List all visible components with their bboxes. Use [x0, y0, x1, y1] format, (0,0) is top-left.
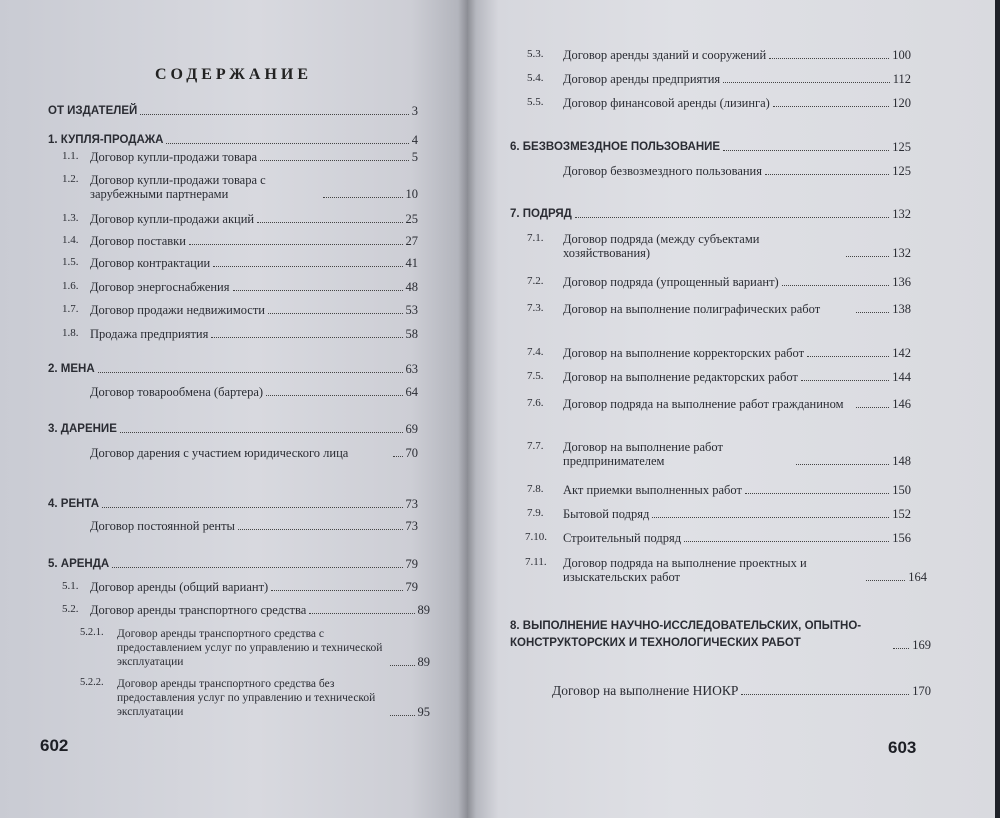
entry-label: Продажа предприятия — [90, 327, 209, 341]
section-page: 69 — [405, 422, 418, 436]
entry-number: 1.4. — [62, 234, 79, 246]
entry-label: Договор контрактации — [90, 256, 211, 270]
entry-label: Договор аренды (общий вариант) — [90, 580, 269, 594]
toc-entry[interactable] — [563, 302, 911, 316]
dot-leader — [120, 432, 403, 433]
section-label: 6. БЕЗВОЗМЕЗДНОЕ ПОЛЬЗОВАНИЕ — [510, 141, 721, 153]
entry-page: 164 — [908, 570, 927, 584]
section-page: 125 — [892, 140, 911, 154]
right-page — [467, 0, 995, 818]
toc-section[interactable] — [48, 497, 418, 511]
toc-section[interactable] — [510, 140, 911, 154]
dot-leader — [98, 372, 403, 373]
dot-leader — [807, 356, 889, 357]
toc-section[interactable] — [510, 207, 911, 221]
book-spine-shadow — [458, 0, 476, 818]
entry-page: 125 — [892, 164, 911, 178]
dot-leader — [741, 694, 909, 695]
toc-entry[interactable] — [90, 327, 418, 341]
left-page — [0, 0, 467, 818]
dot-leader — [856, 407, 889, 408]
toc-entry[interactable] — [90, 385, 418, 399]
page-number-left: 602 — [40, 736, 69, 755]
dot-leader — [893, 648, 909, 649]
toc-entry[interactable] — [563, 370, 911, 384]
entry-page: 79 — [405, 580, 418, 594]
section-page: 132 — [892, 207, 911, 221]
dot-leader — [213, 266, 402, 267]
entry-page: 53 — [405, 303, 418, 317]
entry-number: 7.9. — [527, 507, 544, 519]
entry-number: 7.8. — [527, 483, 544, 495]
dot-leader — [309, 613, 414, 614]
toc-entry[interactable] — [563, 48, 911, 62]
entry-page: 100 — [892, 48, 911, 62]
toc-section[interactable] — [510, 618, 931, 652]
entry-page: 27 — [405, 234, 418, 248]
toc-entry[interactable] — [563, 440, 911, 468]
entry-label: Договор на выполнение НИОКР — [552, 683, 739, 698]
toc-entry[interactable] — [90, 580, 418, 594]
dot-leader — [166, 143, 408, 144]
entry-page: 142 — [892, 346, 911, 360]
toc-section[interactable] — [48, 557, 418, 571]
entry-page: 89 — [417, 655, 430, 669]
toc-title: СОДЕРЖАНИЕ — [154, 66, 313, 83]
toc-entry[interactable] — [563, 507, 911, 521]
entry-page: 138 — [892, 302, 911, 316]
entry-page: 156 — [892, 531, 911, 545]
section-page: 63 — [405, 362, 418, 376]
entry-label: Договор на выполнение полиграфических работ — [563, 302, 821, 316]
toc-entry[interactable] — [563, 556, 927, 584]
dot-leader — [238, 529, 403, 530]
section-page: 73 — [405, 497, 418, 511]
dot-leader — [112, 567, 402, 568]
toc-entry[interactable] — [563, 275, 911, 289]
entry-label: Договор дарения с участием юридического лица — [90, 446, 349, 460]
toc-entry[interactable] — [90, 280, 418, 294]
entry-label: Договор подряда (между субъектами хозяйствования) — [563, 232, 760, 260]
entry-number: 1.2. — [62, 173, 79, 185]
dot-leader — [684, 541, 889, 542]
section-page: 169 — [912, 638, 931, 652]
entry-number: 7.5. — [527, 370, 544, 382]
entry-label: Строительный подряд — [563, 531, 682, 545]
toc-entry[interactable] — [48, 104, 418, 118]
entry-page: 73 — [405, 519, 418, 533]
entry-label: Договор подряда на выполнение проектных и изыскательских работ — [563, 556, 807, 584]
entry-page: 120 — [892, 96, 911, 110]
entry-number: 7.7. — [527, 440, 544, 452]
entry-label: Договор продажи недвижимости — [90, 303, 265, 317]
toc-entry[interactable] — [563, 72, 911, 86]
entry-page: 64 — [405, 385, 418, 399]
toc-entry[interactable] — [90, 212, 418, 226]
dot-leader — [769, 58, 889, 59]
entry-page: 136 — [892, 275, 911, 289]
dot-leader — [189, 244, 403, 245]
entry-number: 1.3. — [62, 212, 79, 224]
section-label: 5. АРЕНДА — [48, 558, 110, 570]
entry-page: 148 — [892, 454, 911, 468]
dot-leader — [856, 312, 889, 313]
entry-number: 5.4. — [527, 72, 544, 84]
entry-label: Договор подряда (упрощенный вариант) — [563, 275, 779, 289]
section-label: 2. МЕНА — [48, 363, 95, 375]
entry-label: Договор постоянной ренты — [90, 519, 235, 533]
entry-label: Договор на выполнение корректорских работ — [563, 346, 805, 360]
toc-section[interactable] — [48, 362, 418, 376]
entry-number: 5.3. — [527, 48, 544, 60]
dot-leader — [102, 507, 402, 508]
dot-leader — [390, 715, 415, 716]
dot-leader — [233, 290, 403, 291]
dot-leader — [260, 160, 409, 161]
section-page: 4 — [411, 133, 418, 147]
toc-entry[interactable] — [563, 96, 911, 110]
toc-entry[interactable] — [563, 346, 911, 360]
entry-page: 152 — [892, 507, 911, 521]
entry-number: 1.8. — [62, 327, 79, 339]
entry-label: Договор купли-продажи товара с зарубежными партнерами — [90, 173, 266, 201]
entry-number: 7.3. — [527, 302, 544, 314]
dot-leader — [801, 380, 889, 381]
entry-page: 70 — [405, 446, 418, 460]
dot-leader — [846, 256, 889, 257]
entry-number: 7.1. — [527, 232, 544, 244]
entry-label: Договор аренды зданий и сооружений — [563, 48, 767, 62]
entry-label: Договор аренды транспортного средства с предоставлением услуг по управлению и технической эксплуатации — [117, 628, 383, 668]
section-label: 7. ПОДРЯД — [510, 208, 572, 220]
toc-entry[interactable] — [90, 603, 430, 617]
entry-number: 5.5. — [527, 96, 544, 108]
entry-number: 5.2.2. — [80, 677, 104, 688]
entry-number: 5.2. — [62, 603, 79, 615]
entry-number: 1.7. — [62, 303, 79, 315]
entry-page: 41 — [405, 256, 418, 270]
entry-number: 1.5. — [62, 256, 79, 268]
dot-leader — [866, 580, 905, 581]
entry-page: 3 — [411, 104, 418, 118]
toc-entry[interactable] — [90, 256, 418, 270]
section-label: 8. ВЫПОЛНЕНИЕ НАУЧНО-ИССЛЕДОВАТЕЛЬСКИХ, ОПЫТНО-КОНСТРУКТОРСКИХ И ТЕХНОЛОГИЧЕСКИХ РАБОТ — [510, 620, 862, 649]
entry-page: 150 — [892, 483, 911, 497]
entry-number: 5.2.1. — [80, 627, 104, 638]
entry-page: 48 — [405, 280, 418, 294]
toc-entry[interactable] — [563, 483, 911, 497]
dot-leader — [140, 114, 408, 115]
entry-label: Акт приемки выполненных работ — [563, 483, 742, 497]
entry-label: Договор поставки — [90, 234, 186, 248]
entry-number: 5.1. — [62, 580, 79, 592]
entry-page: 144 — [892, 370, 911, 384]
entry-page: 112 — [892, 72, 911, 86]
entry-label: Договор на выполнение работ предпринимателем — [563, 440, 723, 468]
section-label: 3. ДАРЕНИЕ — [48, 423, 117, 435]
entry-number: 7.11. — [525, 556, 547, 568]
toc-entry[interactable] — [90, 234, 418, 248]
dot-leader — [796, 464, 889, 465]
entry-page: 146 — [892, 397, 911, 411]
toc-entry[interactable] — [117, 627, 430, 669]
dot-leader — [652, 517, 889, 518]
entry-label: Договор на выполнение редакторских работ — [563, 370, 798, 384]
entry-label: ОТ ИЗДАТЕЛЕЙ — [48, 105, 138, 117]
entry-label: Бытовой подряд — [563, 507, 650, 521]
dot-leader — [271, 590, 402, 591]
entry-label: Договор финансовой аренды (лизинга) — [563, 96, 770, 110]
entry-page: 132 — [892, 246, 911, 260]
toc-entry[interactable] — [563, 397, 911, 411]
dot-leader — [393, 456, 403, 457]
toc-entry[interactable] — [90, 446, 418, 460]
dot-leader — [390, 665, 415, 666]
dot-leader — [723, 82, 890, 83]
entry-page: 89 — [417, 603, 430, 617]
entry-label: Договор энергоснабжения — [90, 280, 230, 294]
entry-number: 1.1. — [62, 150, 79, 162]
entry-label: Договор подряда на выполнение работ гражданином — [563, 397, 844, 411]
entry-page: 25 — [405, 212, 418, 226]
toc-entry[interactable] — [117, 677, 430, 719]
toc-entry[interactable] — [90, 519, 418, 533]
dot-leader — [323, 197, 403, 198]
entry-page: 10 — [405, 187, 418, 201]
entry-label: Договор аренды транспортного средства — [90, 603, 307, 617]
section-label: 4. РЕНТА — [48, 498, 100, 510]
entry-label: Договор купли-продажи акций — [90, 212, 255, 226]
dot-leader — [782, 285, 890, 286]
toc-section[interactable] — [48, 422, 418, 436]
entry-page: 58 — [405, 327, 418, 341]
toc-entry[interactable] — [90, 173, 418, 201]
entry-label: Договор купли-продажи товара — [90, 150, 258, 164]
toc-entry[interactable] — [563, 531, 911, 545]
page-number-right: 603 — [888, 738, 917, 757]
entry-label: Договор безвозмездного пользования — [563, 164, 762, 178]
dot-leader — [765, 174, 889, 175]
dot-leader — [723, 150, 889, 151]
dot-leader — [268, 313, 403, 314]
entry-page: 5 — [411, 150, 418, 164]
toc-entry[interactable] — [563, 164, 911, 178]
toc-entry[interactable] — [90, 150, 418, 164]
toc-entry[interactable] — [552, 684, 931, 698]
section-label: 1. КУПЛЯ-ПРОДАЖА — [48, 134, 164, 146]
toc-section[interactable] — [48, 133, 418, 147]
section-page: 79 — [405, 557, 418, 571]
dot-leader — [773, 106, 889, 107]
toc-entry[interactable] — [90, 303, 418, 317]
entry-label: Договор аренды транспортного средства без предоставления услуг по управлению и технической эксплуатации — [117, 678, 376, 718]
entry-label: Договор аренды предприятия — [563, 72, 721, 86]
dot-leader — [257, 222, 402, 223]
entry-label: Договор товарообмена (бартера) — [90, 385, 264, 399]
entry-page: 95 — [417, 705, 430, 719]
entry-number: 7.6. — [527, 397, 544, 409]
dot-leader — [575, 217, 889, 218]
entry-page: 170 — [912, 684, 931, 698]
toc-entry[interactable] — [563, 232, 911, 260]
dot-leader — [211, 337, 402, 338]
dot-leader — [266, 395, 402, 396]
entry-number: 7.2. — [527, 275, 544, 287]
entry-number: 7.4. — [527, 346, 544, 358]
entry-number: 1.6. — [62, 280, 79, 292]
dot-leader — [745, 493, 889, 494]
entry-number: 7.10. — [525, 531, 547, 543]
